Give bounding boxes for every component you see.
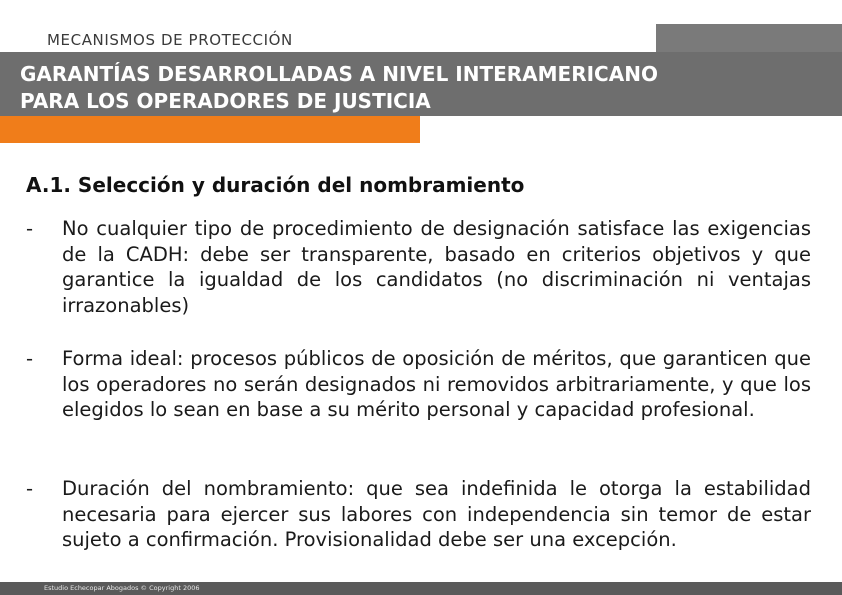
section-label: MECANISMOS DE PROTECCIÓN <box>47 31 293 49</box>
slide-title <box>20 61 830 115</box>
bullet-item <box>26 346 811 423</box>
bullet-text: No cualquier tipo de procedimiento de designación satisface las exigencias de la CADH: debe ser transparente, basado en criterios objetivos y que garantice la igualdad de los candidatos (no discriminación ni ventajas irrazonables) <box>62 217 811 317</box>
bullet-dash: - <box>26 347 34 370</box>
title-line-1: GARANTÍAS DESARROLLADAS A NIVEL INTERAMERICANO <box>20 62 658 86</box>
bullet-item <box>26 216 811 318</box>
bullet-dash: - <box>26 477 34 500</box>
orange-accent-bar <box>0 116 420 143</box>
bullet-dash: - <box>26 217 34 240</box>
title-line-2: PARA LOS OPERADORES DE JUSTICIA <box>20 89 431 113</box>
footer-copyright: Estudio Echecopar Abogados © Copyright 2006 <box>44 584 200 592</box>
header-gray-block <box>656 24 842 52</box>
top-strip <box>0 0 842 22</box>
subheading: A.1. Selección y duración del nombramiento <box>26 173 525 197</box>
bullet-item <box>26 476 811 553</box>
bullet-text: Duración del nombramiento: que sea indefinida le otorga la estabilidad necesaria para ejercer sus labores con independencia sin temor de estar sujeto a confirmación. Provisionalidad debe ser una excepción. <box>62 477 811 551</box>
bullet-text: Forma ideal: procesos públicos de oposición de méritos, que garanticen que los operadores no serán designados ni removidos arbitrariamente, y que los elegidos lo sean en base a su mérito personal y capacidad profesional. <box>62 347 811 421</box>
